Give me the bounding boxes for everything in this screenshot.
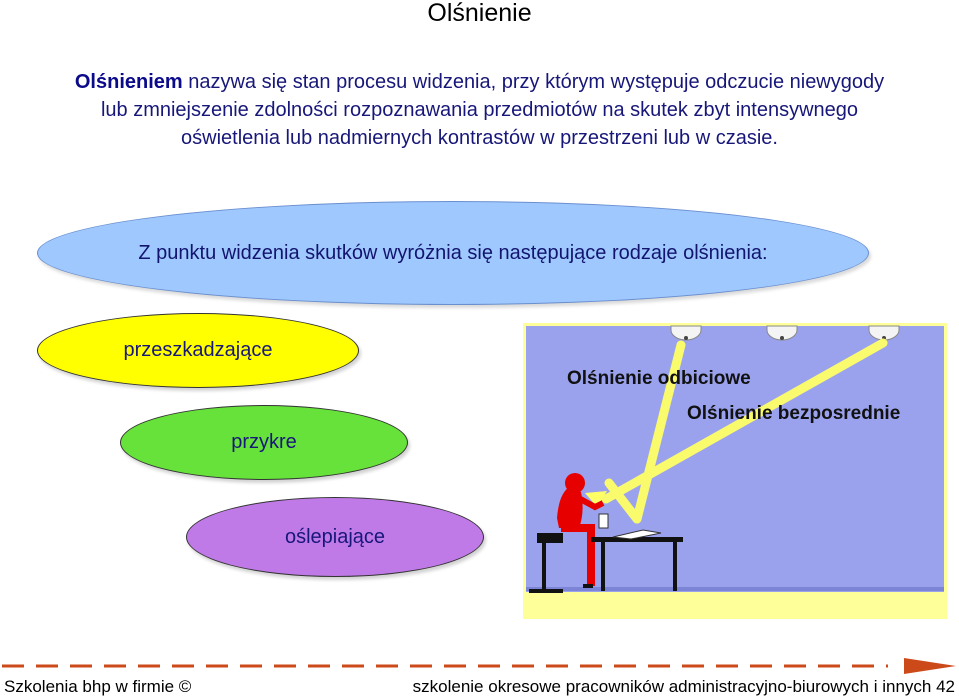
definition-term: Olśnieniem — [74, 71, 183, 93]
banner-text: Z punktu widzenia skutków wyróżnia się następujące rodzaje olśnienia: — [138, 241, 768, 264]
glare-types-banner — [37, 201, 869, 305]
glare-type-blinding — [186, 497, 484, 577]
label-direct-glare: Olśnienie bezposrednie — [687, 403, 901, 424]
footer-right-text: szkolenie okresowe pracowników administracyjno-biurowych i innych 42 — [412, 677, 955, 696]
label-reflected-glare: Olśnienie odbiciowe — [567, 368, 751, 389]
arrow-right-icon — [904, 658, 956, 674]
glare-type-unpleasant — [120, 405, 408, 480]
glare-type-label: przykre — [231, 431, 297, 453]
page-title: Olśnienie — [427, 0, 532, 27]
definition-text: nazywa się stan procesu widzenia, przy którym występuje odczucie niewygody lub zmniejszenie zdolności rozpoznawania przedmiotów na skutek zbyt intensywnego oświetlenia lub nadmiernych kontrastów w przestrzeni lub w czasie. — [100, 71, 885, 149]
glare-type-label: przeszkadzające — [123, 339, 273, 361]
footer-divider — [0, 658, 959, 678]
glare-illustration — [523, 323, 947, 619]
footer-left-text: Szkolenia bhp w firmie © — [4, 677, 192, 696]
glare-type-label: oślepiające — [284, 525, 386, 548]
glare-type-disturbing — [37, 313, 359, 388]
definition-paragraph — [60, 68, 899, 152]
